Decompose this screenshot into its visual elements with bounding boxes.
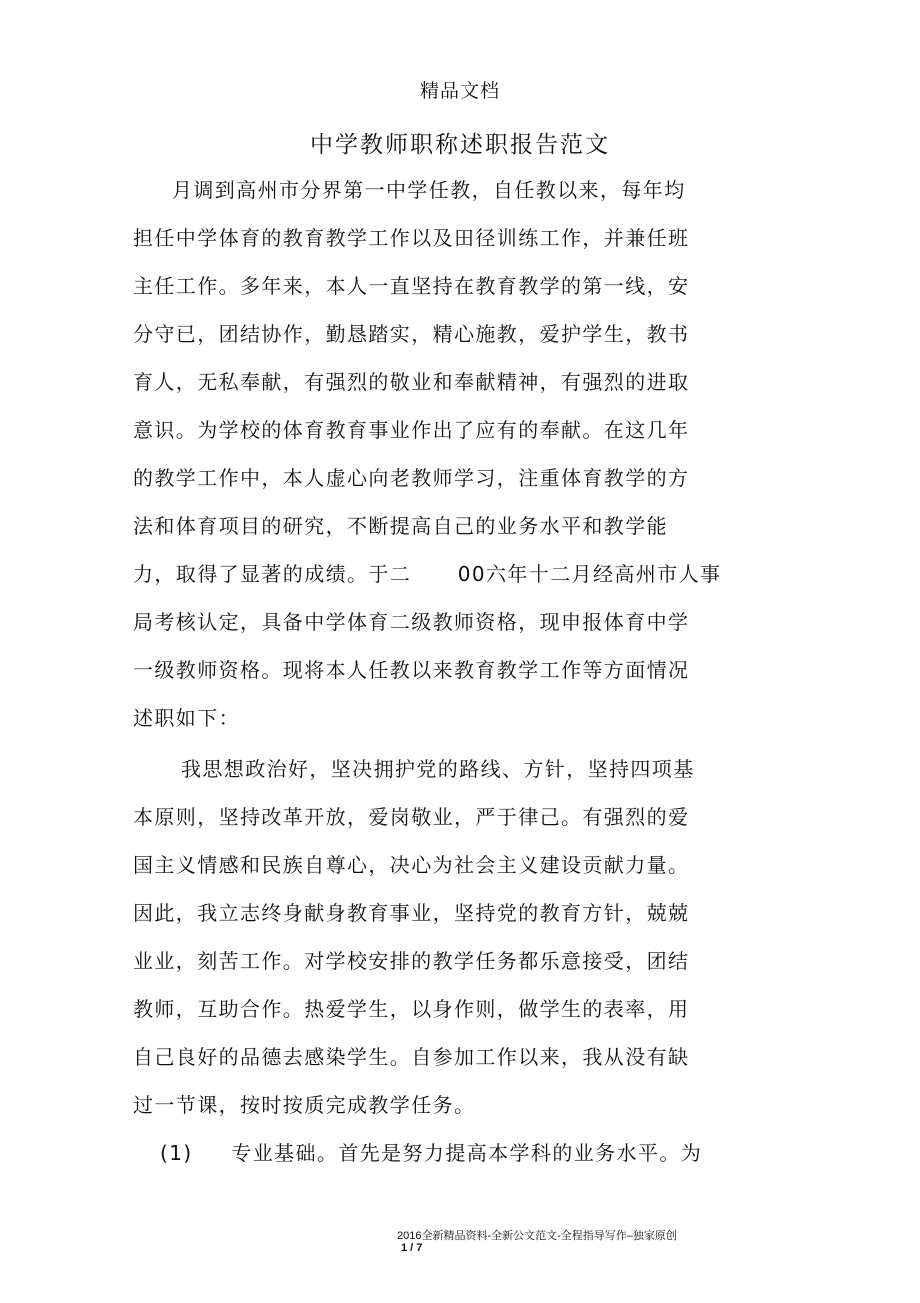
paragraph-line: 我思想政治好，坚决拥护党的路线、方针，坚持四项基 — [181, 757, 695, 781]
page-footer: 2016全新精品资料-全新公文范文-全程指导写作–独家原创 — [397, 1230, 677, 1242]
paragraph-line: 因此，我立志终身献身教育事业，坚持党的教育方针，兢兢 — [133, 901, 690, 925]
paragraph-line: 力，取得了显著的成绩。于二 00六年十二月经高州市人事 — [133, 562, 722, 586]
paragraph-line: 分守已，团结协作，勤恳踏实，精心施教，爱护学生，教书 — [133, 322, 690, 346]
paragraph-line: 局考核认定，具备中学体育二级教师资格，现申报体育中学 — [133, 610, 690, 634]
paragraph-line: 一级教师资格。现将本人任教以来教育教学工作等方面情况 — [133, 658, 690, 682]
paragraph-line: 自己良好的品德去感染学生。自参加工作以来，我从没有缺 — [133, 1045, 690, 1069]
paragraph-line: 的教学工作中，本人虚心向老教师学习，注重体育教学的方 — [133, 466, 690, 490]
paragraph-line: 担任中学体育的教育教学工作以及田径训练工作，并兼任班 — [133, 226, 690, 250]
paragraph-line: 过一节课，按时按质完成教学任务。 — [133, 1093, 476, 1117]
page-header: 精品文档 — [419, 80, 500, 102]
page-number: 1 / 7 — [401, 1242, 423, 1254]
paragraph-line: 教师，互助合作。热爱学生，以身作则，做学生的表率，用 — [133, 997, 690, 1021]
paragraph-line: 本原则，坚持改革开放，爱岗敬业，严于律己。有强烈的爱 — [133, 805, 690, 829]
paragraph-line: 述职如下： — [133, 706, 240, 730]
paragraph-line: 育人，无私奉献，有强烈的敬业和奉献精神，有强烈的进取 — [133, 370, 690, 394]
paragraph-line: 法和体育项目的研究，不断提高自己的业务水平和教学能 — [133, 514, 668, 538]
paragraph-line: 月调到高州市分界第一中学任教，自任教以来，每年均 — [172, 178, 686, 202]
paragraph-line: (1) 专业基础。首先是努力提高本学科的业务水平。为 — [160, 1141, 703, 1165]
paragraph-line: 意识。为学校的体育教育事业作出了应有的奉献。在这几年 — [133, 418, 690, 442]
paragraph-line: 业业，刻苦工作。对学校安排的教学任务都乐意接受，团结 — [133, 949, 690, 973]
document-title: 中学教师职称述职报告范文 — [310, 132, 610, 158]
paragraph-line: 国主义情感和民族自尊心，决心为社会主义建设贡献力量。 — [133, 853, 690, 877]
paragraph-line: 主任工作。多年来，本人一直坚持在教育教学的第一线，安 — [133, 274, 690, 298]
